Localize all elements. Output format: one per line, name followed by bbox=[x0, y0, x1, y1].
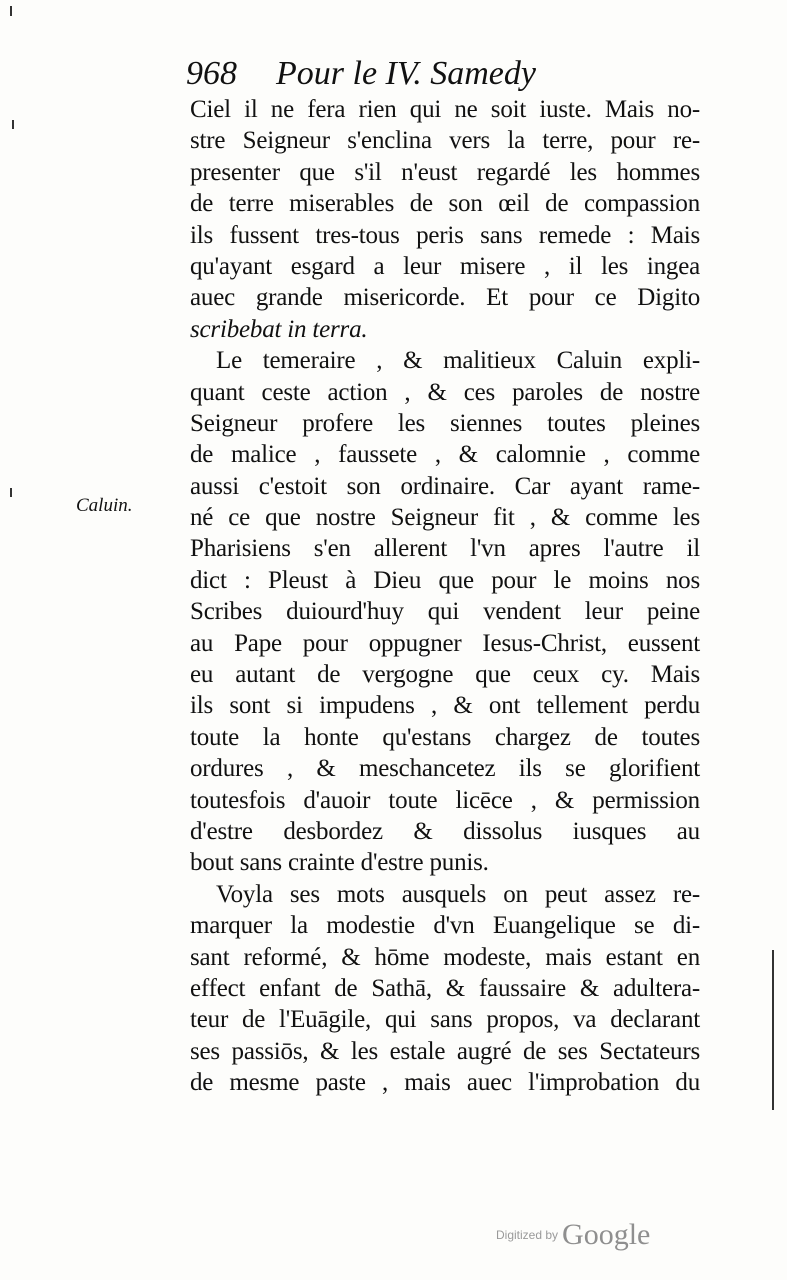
text-line: Voyla ses mots ausquels on peut assez re- bbox=[216, 880, 700, 908]
text-line: né ce que nostre Seigneur fit , & comme les bbox=[190, 504, 700, 532]
text-line: ils sont si impudens , & ont tellement perdu bbox=[190, 692, 700, 720]
text-line: ils fussent tres-tous peris sans remede : Mais bbox=[190, 221, 700, 249]
watermark-brand: Google bbox=[562, 1218, 651, 1251]
watermark-prefix: Digitized by bbox=[496, 1228, 559, 1242]
text-line: effect enfant de Sathā, & faussaire & adultera- bbox=[190, 974, 700, 1002]
text-line: dict : Pleust à Dieu que pour le moins nos bbox=[190, 566, 700, 594]
margin-note: Caluin. bbox=[76, 495, 133, 516]
text-line: toutesfois d'auoir toute licēce , & permission bbox=[190, 786, 700, 814]
text-line: aussi c'estoit son ordinaire. Car ayant rame- bbox=[190, 472, 700, 500]
running-title: Pour le IV. Samedy bbox=[276, 55, 536, 92]
text-line: Scribes duiourd'huy qui vendent leur peine bbox=[190, 598, 700, 626]
text-line: bout sans crainte d'estre punis. bbox=[190, 849, 489, 877]
text-line: marquer la modestie d'vn Euangelique se di- bbox=[190, 912, 700, 940]
text-line: au Pape pour oppugner Iesus-Christ, eussent bbox=[190, 629, 700, 657]
text-line: quant ceste action , & ces paroles de nostre bbox=[190, 378, 700, 406]
body-text bbox=[190, 94, 700, 1099]
text-line: presenter que s'il n'eust regardé les hommes bbox=[190, 158, 700, 186]
text-line: auec grande misericorde. Et pour ce Digito bbox=[190, 284, 700, 312]
page-number: 968 bbox=[186, 55, 237, 92]
scan-mark-left-2 bbox=[10, 488, 12, 497]
text-line: ses passiōs, & les estale augré de ses Sectateurs bbox=[190, 1037, 700, 1065]
text-line: Seigneur profere les siennes toutes pleines bbox=[190, 409, 700, 437]
scan-mark-top-left bbox=[10, 6, 12, 16]
text-line: Pharisiens s'en allerent l'vn apres l'autre il bbox=[190, 535, 700, 563]
text-line: de mesme paste , mais auec l'improbation du bbox=[190, 1069, 700, 1097]
text-line: scribebat in terra. bbox=[190, 315, 368, 343]
scan-mark-right-edge bbox=[772, 950, 774, 1110]
text-line: toute la honte qu'estans chargez de toutes bbox=[190, 723, 700, 751]
text-line: Ciel il ne fera rien qui ne soit iuste. Mais no- bbox=[190, 96, 700, 123]
digitized-by-google-watermark bbox=[496, 1218, 650, 1252]
text-line: de malice , faussete , & calomnie , comme bbox=[190, 441, 700, 469]
text-line: eu autant de vergogne que ceux cy. Mais bbox=[190, 661, 700, 689]
text-line: Le temeraire , & malitieux Caluin expli- bbox=[216, 347, 700, 375]
text-line: sant reformé, & hōme modeste, mais estant en bbox=[190, 943, 700, 971]
page-header bbox=[186, 52, 706, 96]
text-line: d'estre desbordez & dissolus iusques au bbox=[190, 817, 700, 845]
text-line: teur de l'Euāgile, qui sans propos, va declarant bbox=[190, 1006, 700, 1034]
text-line: de terre miserables de son œil de compassion bbox=[190, 190, 700, 218]
text-line: stre Seigneur s'enclina vers la terre, pour re- bbox=[190, 127, 700, 155]
text-line: ordures , & meschancetez ils se glorifient bbox=[190, 755, 700, 783]
scan-mark-left-1 bbox=[12, 120, 14, 129]
text-line: qu'ayant esgard a leur misere , il les ingea bbox=[190, 252, 700, 280]
